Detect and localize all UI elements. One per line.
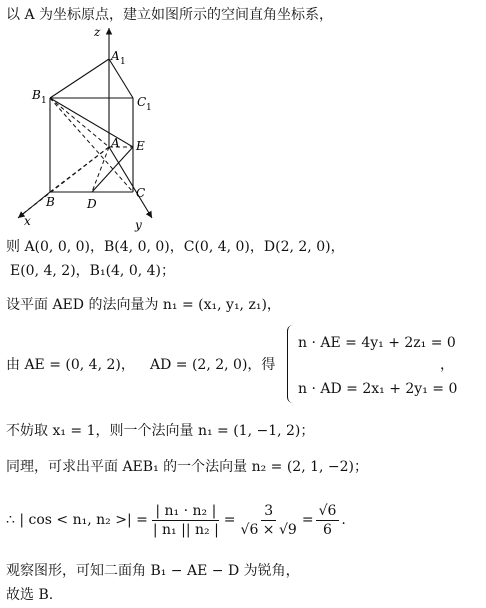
edge-B1-A1 <box>50 59 109 98</box>
observe-line: 观察图形，可知二面角 B₁ − AE − D 为锐角， <box>6 563 300 579</box>
cosine-line <box>6 496 346 544</box>
label-B1-sub: 1 <box>41 96 47 106</box>
label-C: C <box>136 186 146 200</box>
label-B: B <box>46 195 55 209</box>
edge-B1-E <box>50 98 133 147</box>
answer-line: 故选 B. <box>6 587 54 603</box>
coords-line-1: 则 A(0, 0, 0)，B(4, 0, 0)，C(0, 4, 0)，D(2, 2, 0)， <box>6 239 345 255</box>
system-equation-1: n · AE = 4y₁ + 2z₁ = 0 <box>298 335 456 351</box>
label-z: z <box>94 25 101 39</box>
cos-end: . <box>341 512 346 528</box>
label-B1: B <box>32 88 41 102</box>
cos-fraction-2-den: √6 × √9 <box>240 521 297 538</box>
coords-line-2: E(0, 4, 2)，B₁(4, 0, 4)； <box>10 263 176 279</box>
cos-fraction-3-den: 6 <box>323 521 332 538</box>
label-E: E <box>136 139 145 153</box>
cos-fraction-1 <box>150 502 222 539</box>
system-equation-2: n · AD = 2x₁ + 2y₁ = 0 <box>298 381 458 397</box>
label-y: y <box>135 218 142 232</box>
label-C1: C <box>137 95 147 109</box>
cos-fraction-1-num: | n₁ · n₂ | <box>152 502 219 521</box>
cos-fraction-2-num: 3 <box>261 502 276 521</box>
equation-system-brace <box>287 325 296 403</box>
label-C1-sub: 1 <box>146 103 152 113</box>
vector-AE-text: 由 AE = (0, 4, 2)， <box>6 357 135 373</box>
label-x: x <box>24 214 31 228</box>
normal-setup-line: 设平面 AED 的法向量为 n₁ = (x₁, y₁, z₁)， <box>6 297 281 313</box>
label-D: D <box>87 197 97 211</box>
label-A: A <box>111 136 120 150</box>
cos-lhs: ∴ | cos < n₁, n₂ >| = <box>6 512 148 528</box>
cos-equals-2: = <box>301 512 314 528</box>
cos-fraction-3-num: √6 <box>316 502 340 521</box>
cos-equals-1: = <box>223 512 236 528</box>
vector-AD-text: AD = (2, 2, 0)，得 <box>150 357 276 373</box>
dash-B1-C <box>50 98 133 192</box>
label-A1-sub: 1 <box>120 57 126 67</box>
label-A1: A <box>111 49 120 63</box>
cos-fraction-1-den: | n₁ || n₂ | <box>152 521 219 538</box>
intro-line: 以 A 为坐标原点，建立如图所示的空间直角坐标系， <box>6 7 334 23</box>
y-axis <box>109 147 152 218</box>
choose-x-line: 不妨取 x₁ = 1，则一个法向量 n₁ = (1, −1, 2)； <box>6 423 315 439</box>
dash-B1-A <box>50 98 109 147</box>
coordinate-figure <box>0 22 190 237</box>
cos-fraction-3 <box>316 502 340 539</box>
cos-fraction-2 <box>238 502 300 539</box>
same-way-line: 同理，可求出平面 AEB₁ 的一个法向量 n₂ = (2, 1, −2)； <box>6 459 369 475</box>
system-trailing-comma: ， <box>440 357 454 373</box>
